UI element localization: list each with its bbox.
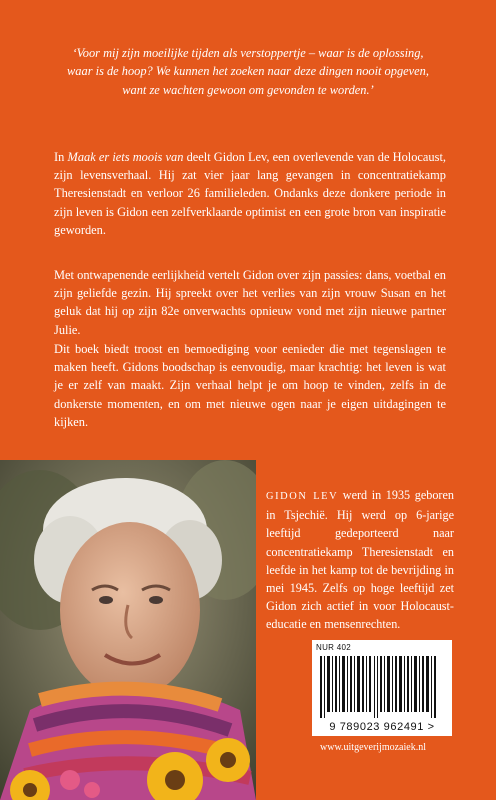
quote-line-3: want ze wachten gewoon om gevonden te worden.’ bbox=[122, 82, 374, 97]
isbn-number: 9 789023 962491 > bbox=[329, 721, 435, 733]
quote-line-1: ‘Voor mij zijn moeilijke tijden als verstoppertje – waar is de oplossing, bbox=[72, 46, 424, 60]
author-photo bbox=[0, 460, 256, 800]
blurb-paragraph-1 bbox=[54, 148, 446, 239]
book-title: Maak er iets moois van bbox=[67, 150, 184, 164]
paragraph-1-text: deelt Gidon Lev, een overlevende van de Holocaust, zijn levensverhaal. Hij zat vier jaar lang gevangen in concentratiekamp Theresienstadt en verloor 26 familieleden. Ondanks deze donkere periode in zijn leven is Gidon een zelfverklaarde optimist en een grote bron van inspiratie geworden. bbox=[54, 150, 446, 237]
author-bio bbox=[266, 486, 454, 634]
quote-line-2: waar is de hoop? We kunnen het zoeken naar deze dingen nooit opgeven, bbox=[67, 64, 429, 79]
blurb-paragraph-3 bbox=[54, 340, 446, 431]
author-bio-text: werd in 1935 geboren in Tsjechië. Hij werd op 6-jarige leeftijd gedeporteerd naar concentratiekamp Theresienstadt en leefde in het kamp tot de bevrijding in mei 1945. Zelfs op hoge leeftijd zet Gidon zich actief in voor Holocaust-educatie en mensenrechten. bbox=[266, 488, 454, 632]
back-cover-quote bbox=[48, 44, 448, 99]
paragraph-1-intro: In bbox=[54, 150, 65, 164]
author-name: GIDON LEV bbox=[266, 491, 339, 502]
paragraph-3-text: Dit boek biedt troost en bemoediging voor eenieder die met tegenslagen te maken heeft. Gidons boodschap is eenvoudig, maar krachtig: het leven is wat je er zelf van maakt. Zijn verhaal helpt je om hoop te vinden, zelfs in de donkerste momenten, en om met nieuwe ogen naar je eigen uitdagingen te kijken. bbox=[54, 342, 446, 429]
publisher-url: www.uitgeverijmozaiek.nl bbox=[320, 742, 426, 753]
nur-code: NUR 402 bbox=[316, 643, 352, 652]
paragraph-2-text: Met ontwapenende eerlijkheid vertelt Gidon over zijn passies: dans, voetbal en zijn geliefde gezin. Hij spreekt over het verlies van zijn vrouw Susan en het geluk dat hij op zijn 82e onverwachts opnieuw vond met zijn nieuwe partner Julie. bbox=[54, 268, 446, 337]
blurb-paragraph-2 bbox=[54, 266, 446, 339]
